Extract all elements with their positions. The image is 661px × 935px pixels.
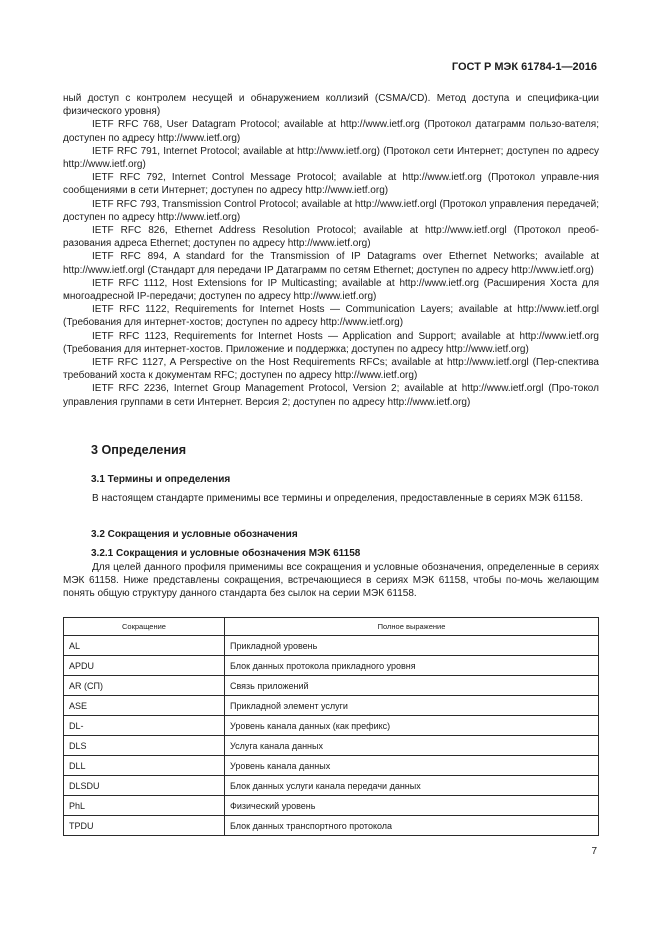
abbreviation-cell: DLL [64,756,225,776]
abbreviations-table [63,617,599,836]
column-header: Полное выражение [225,618,599,636]
reference-item: ный доступ с контролем несущей и обнаружением коллизий (CSMA/CD). Метод доступа и специфика-ции физического уровня) [63,93,599,118]
abbreviation-cell: AR (СП) [64,676,225,696]
document-header: ГОСТ Р МЭК 61784-1—2016 [451,61,597,73]
reference-item: IETF RFC 1123, Requirements for Internet Hosts — Application and Support; available at http://www.ietf.org (Требования для интернет-хостов. Приложение и поддержка; доступен по адресу http://www.ietf.org) [63,330,599,355]
reference-item: IETF RFC 1127, A Perspective on the Host Requirements RFCs; available at http://www.ietf.orgl (Пер-спектива требований хоста к документам RFC; доступен по адресу http://www.ietf.org) [63,357,599,382]
column-header: Сокращение [64,618,225,636]
subsection-heading: 3.1 Термины и определения [91,474,231,485]
reference-item: IETF RFC 1112, Host Extensions for IP Multicasting; available at http://www.ietf.org (Расширения Хоста для многоадресной IP-передачи; доступен по адресу http://www.ietf.org) [63,277,599,303]
table-row [64,736,599,756]
expansion-cell: Блок данных протокола прикладного уровня [225,656,599,676]
subsection-heading: 3.2 Сокращения и условные обозначения [91,529,298,540]
table-header-row [64,618,599,636]
abbreviation-cell: DLS [64,736,225,756]
expansion-cell: Блок данных услуги канала передачи данных [225,776,599,796]
expansion-cell: Физический уровень [225,796,599,816]
table-row [64,816,599,836]
abbreviation-cell: AL [64,636,225,656]
abbreviation-cell: DLSDU [64,776,225,796]
expansion-cell: Прикладной уровень [225,636,599,656]
table-row [64,656,599,676]
section-heading: 3 Определения [91,443,187,457]
table-row [64,776,599,796]
table-row [64,676,599,696]
expansion-cell: Уровень канала данных (как префикс) [225,716,599,736]
reference-item: IETF RFC 793, Transmission Control Protocol; available at http://www.ietf.orgl (Протокол управления передачей; доступен по адресу http://www.ietf.org) [63,198,599,223]
page-number: 7 [591,846,597,857]
reference-item: IETF RFC 2236, Internet Group Management Protocol, Version 2; available at http://www.ietf.orgl (Про-токол управления группами в сети Интернет. Версия 2; доступен по адресу http://www.ietf.org) [63,383,599,408]
expansion-cell: Уровень канала данных [225,756,599,776]
reference-item: IETF RFC 826, Ethernet Address Resolution Protocol; available at http://www.ietf.orgl (Протокол преоб-разования адреса Ethernet; доступен по адресу http://www.ietf.org) [63,225,599,250]
table-row [64,636,599,656]
abbreviation-cell: APDU [64,656,225,676]
table-row [64,716,599,736]
expansion-cell: Прикладной элемент услуги [225,696,599,716]
expansion-cell: Блок данных транспортного протокола [225,816,599,836]
table-row [64,756,599,776]
abbreviation-cell: ASE [64,696,225,716]
paragraph: В настоящем стандарте применимы все термины и определения, предоставленные в сериях МЭК 61158. [92,493,583,504]
abbreviation-cell: PhL [64,796,225,816]
abbreviation-cell: TPDU [64,816,225,836]
reference-item: IETF RFC 1122, Requirements for Internet Hosts — Communication Layers; available at http://www.ietf.orgl (Требования для интернет-хостов; доступен по адресу http://www.ietf.org) [63,304,599,329]
subsection-heading: 3.2.1 Сокращения и условные обозначения МЭК 61158 [91,548,361,559]
expansion-cell: Услуга канала данных [225,736,599,756]
reference-item: IETF RFC 894, A standard for the Transmission of IP Datagrams over Ethernet Networks; available at http://www.ietf.orgl (Стандарт для передачи IP Датаграмм по сетям Ethernet; доступен по адресу http://www.ietf.org) [63,251,599,276]
references-list [63,92,599,409]
reference-item: IETF RFC 768, User Datagram Protocol; available at http://www.ietf.org (Протокол датаграмм пользо-вателя; доступен по адресу http://www.ietf.org) [63,119,599,144]
table-row [64,696,599,716]
abbreviation-cell: DL- [64,716,225,736]
table-row [64,796,599,816]
reference-item: IETF RFC 792, Internet Control Message Protocol; available at http://www.ietf.org (Протокол управле-ния сообщениями в сети Интернет; доступен по адресу http://www.ietf.org) [63,172,599,197]
paragraph: Для целей данного профиля применимы все сокращения и условные обозначения, определенные в сериях МЭК 61158. Ниже представлены сокращения, встречающиеся в сериях МЭК 61158, чтобы по-мочь желающим понять общую структуру данного стандарта без сылок на серии МЭК 61158. [63,562,599,600]
expansion-cell: Связь приложений [225,676,599,696]
reference-item: IETF RFC 791, Internet Protocol; available at http://www.ietf.org) (Протокол сети Интернет; доступен по адресу http://www.ietf.org) [63,145,599,171]
